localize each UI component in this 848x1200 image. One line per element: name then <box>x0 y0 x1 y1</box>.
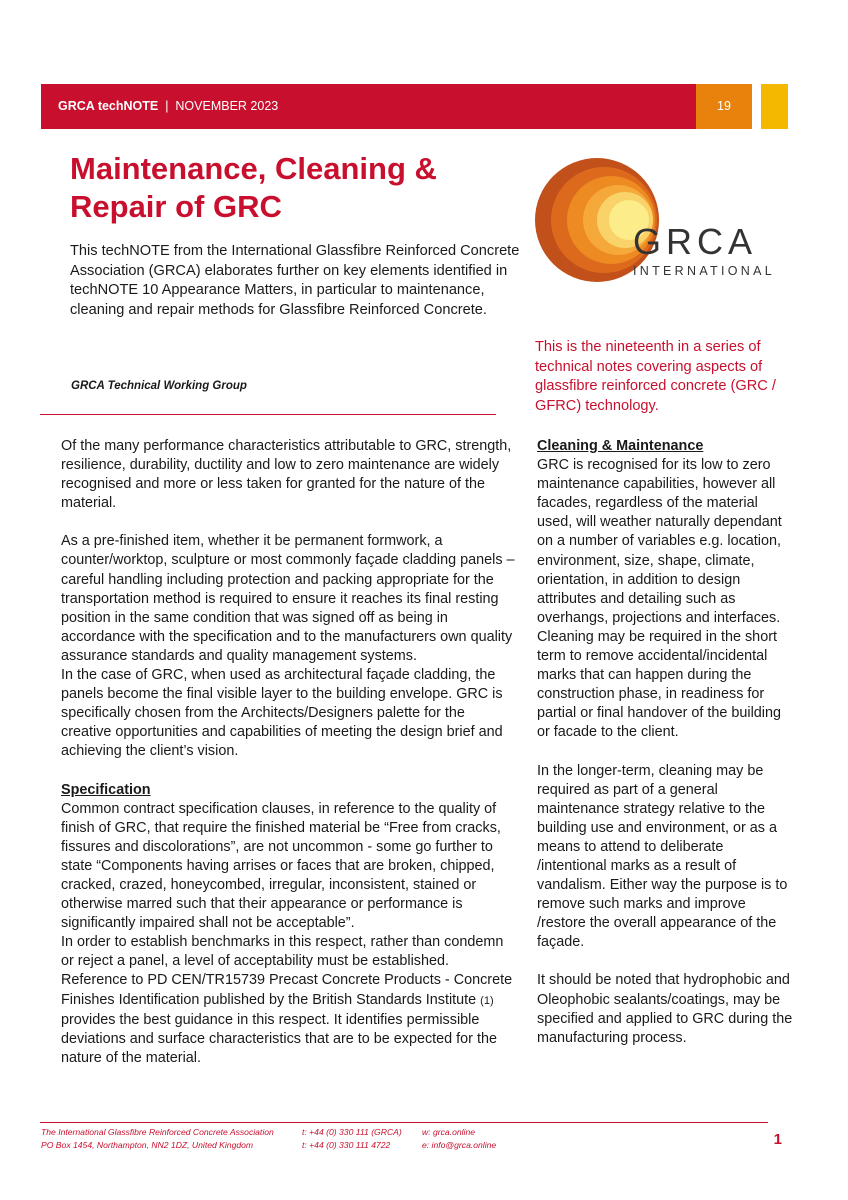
footer-org: The International Glassfibre Reinforced Concrete Association <box>41 1127 274 1137</box>
right-column <box>537 437 795 1048</box>
header-series: GRCA techNOTE <box>58 99 159 113</box>
right-paragraph-2: In the longer-term, cleaning may be required as part of a general maintenance strategy relative to the building use and environment, or as a means to attend to deliberate /intentional marks as a result of vandalism. Either way the purpose is to remove such marks and improve /restore the overall appearance of the façade. <box>537 762 788 951</box>
footer-phone-block <box>302 1126 402 1152</box>
left-paragraph-5: In order to establish benchmarks in this respect, rather than condemn or reject a panel, a level of acceptability must be established. <box>61 934 504 970</box>
right-paragraph-1: GRC is recognised for its low to zero maintenance capabilities, however all facades, regardless of the material used, will weather naturally dependant on a number of variables e.g. location, environment, size, shape, climate, orientation, in addition to design attributes and detailing such as overhangs, projections and interfaces. Cleaning may be required in the short term to remove accidental/incidental marks that can happen during the construction phase, in readiness for partial or final handover of the building or facade to the client. <box>537 457 782 741</box>
reference-marker: (1) <box>480 994 494 1007</box>
grca-logo <box>525 150 775 290</box>
left-paragraph-4: Common contract specification clauses, in reference to the quality of finish of GRC, that require the finished material be “Free from cracks, fissures and discolorations”, are not uncommon - some go further to state “Components having arrises or faces that are broken, chipped, cracked, crazed, honeycombed, irregular, inconsistent, stained or otherwise marred such that their appearance or performance is significantly impaired shall not be acceptable”. <box>61 800 501 932</box>
left-column <box>61 437 519 1068</box>
footer-phone-1: t: +44 (0) 330 111 (GRCA) <box>302 1127 402 1137</box>
header-note-number: 19 <box>717 99 731 113</box>
intro-paragraph: This techNOTE from the International Glassfibre Reinforced Concrete Association (GRCA) elaborates further on key elements identified in techNOTE 10 Appearance Matters, in particular to maintenance, cleaning and repair methods for Glassfibre Reinforced Concrete. <box>70 243 520 318</box>
footer-address: PO Box 1454, Northampton, NN2 1DZ, United Kingdom <box>41 1140 254 1150</box>
divider-bottom <box>40 1122 768 1123</box>
header-date: NOVEMBER 2023 <box>175 99 279 113</box>
specification-heading: Specification <box>61 781 151 798</box>
page-title <box>70 150 520 226</box>
title-line-2: Repair of GRC <box>70 189 282 224</box>
left-paragraph-2: As a pre-finished item, whether it be permanent formwork, a counter/worktop, sculpture or most commonly façade cladding panels – careful handling including protection and packing appropriate for the transportation method is required to ensure it reaches its final resting position in the same condition that was signed off as being in accordance with the specification and to the manufacturers own quality assurance standards and quality management systems. <box>61 533 515 664</box>
header-band-yellow <box>761 84 788 129</box>
reference-continuation: provides the best guidance in this respect. It identifies permissible deviations and surface characteristics that are to be expected for the nature of the material. <box>61 1011 497 1066</box>
left-paragraph-3: In the case of GRC, when used as architectural façade cladding, the panels become the final visible layer to the building envelope. GRC is specifically chosen from the Architects/Designers palette for the creative opportunities and capabilities of meeting the design brief and achieving the client’s vision. <box>61 667 503 760</box>
author-group: GRCA Technical Working Group <box>71 380 247 392</box>
right-paragraph-3: It should be noted that hydrophobic and Oleophobic sealants/coatings, may be specified and applied to GRC during the manufacturing process. <box>537 972 793 1046</box>
left-paragraph-6 <box>61 971 519 1067</box>
footer-email-link[interactable]: e: info@grca.online <box>422 1140 497 1150</box>
logo-subtitle: INTERNATIONAL <box>633 264 775 278</box>
header-text <box>58 84 278 129</box>
page-number: 1 <box>773 1131 782 1148</box>
logo-name: GRCA <box>633 221 758 262</box>
left-paragraph-1: Of the many performance characteristics attributable to GRC, strength, resilience, durability, ductility and low to zero maintenance are widely recognised and more or less taken for granted for the nature of the material. <box>61 438 512 512</box>
footer-contact-block <box>422 1126 496 1152</box>
footer-web-link[interactable]: w: grca.online <box>422 1127 476 1137</box>
series-note: This is the nineteenth in a series of technical notes covering aspects of glassfibre reinforced concrete (GRC / GFRC) technology. <box>535 339 776 414</box>
header-separator: | <box>165 99 169 113</box>
divider-top <box>40 414 496 415</box>
title-line-1: Maintenance, Cleaning & <box>70 151 437 186</box>
footer-address-block <box>41 1126 274 1152</box>
reference-text: Reference to PD CEN/TR15739 Precast Concrete Products - Concrete Finishes Identification published by the British Standards Institute <box>61 972 513 1008</box>
footer-phone-2: t: +44 (0) 330 111 4722 <box>302 1140 391 1150</box>
cleaning-heading: Cleaning & Maintenance <box>537 438 704 454</box>
